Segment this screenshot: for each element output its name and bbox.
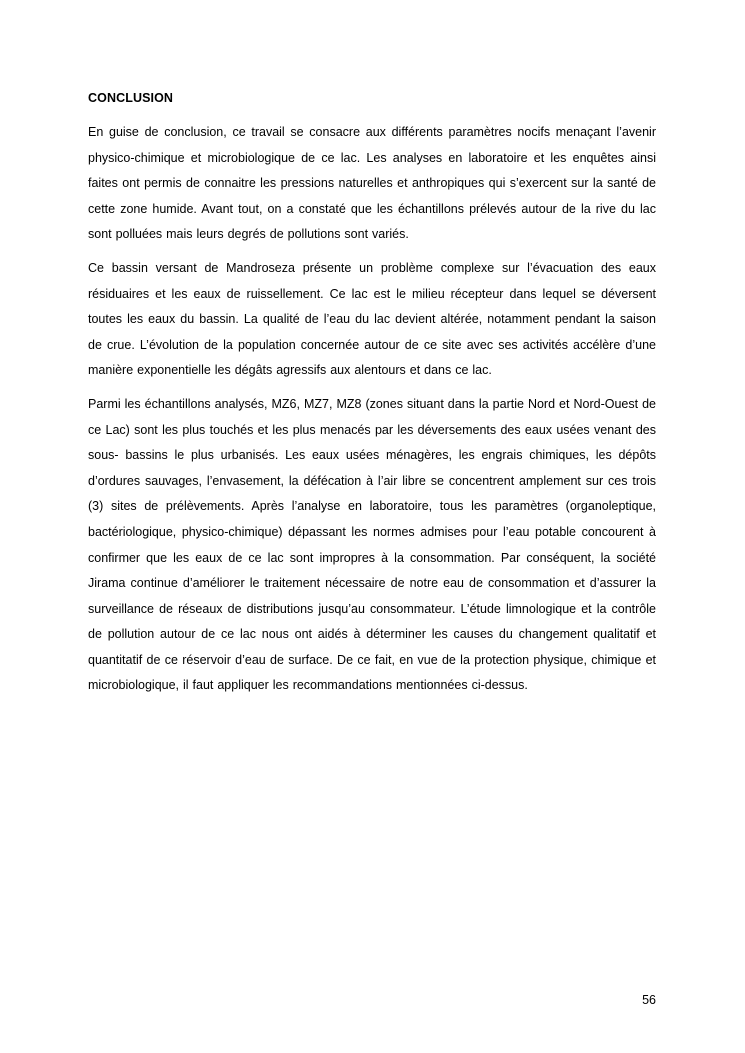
paragraph-3: Parmi les échantillons analysés, MZ6, MZ7, MZ8 (zones situant dans la partie Nord et Nord-Ouest de ce Lac) sont les plus touchés et les plus menacés par les déversements des eaux usées venant des sous- bassins le plus urbanisés. Les eaux usées ménagères, les engrais chimiques, les dépôts d’ordures sauvages, l’envasement, la défécation à l’air libre se concentrent amplement sur ces trois (3) sites de prélèvements. Après l’analyse en laboratoire, tous les paramètres (organoleptique, bactériologique, physico-chimique) dépassant les normes admises pour l’eau potable concourent à confirmer que les eaux de ce lac sont impropres à la consommation. Par conséquent, la société Jirama continue d’améliorer le traitement nécessaire de notre eau de consommation et d’assurer la surveillance de réseaux de distributions jusqu’au consommateur. L’étude limnologique et la contrôle de pollution autour de ce lac nous ont aidés à déterminer les causes du changement qualitatif et quantitatif de ce réservoir d’eau de surface. De ce fait, en vue de la protection physique, chimique et microbiologique, il faut appliquer les recommandations mentionnées ci-dessus. — [88, 396, 656, 693]
page-content — [88, 90, 656, 707]
section-heading: CONCLUSION — [88, 91, 174, 105]
paragraph-2: Ce bassin versant de Mandroseza présente un problème complexe sur l’évacuation des eaux résiduaires et les eaux de ruissellement. Ce lac est le milieu récepteur dans lequel se déversent toutes les eaux du bassin. La qualité de l’eau du lac devient altérée, notamment pendant la saison de crue. L’évolution de la population concernée autour de ce site avec ses activités accélère d’une manière exponentielle les dégâts agressifs aux alentours et dans ce lac. — [88, 260, 656, 378]
paragraph-1: En guise de conclusion, ce travail se consacre aux différents paramètres nocifs menaçant l’avenir physico-chimique et microbiologique de ce lac. Les analyses en laboratoire et les enquêtes ainsi faites ont permis de connaitre les pressions naturelles et anthropiques qui s’exercent sur la santé de cette zone humide. Avant tout, on a constaté que les échantillons prélevés autour de la rive du lac sont polluées mais leurs degrés de pollutions sont variés. — [88, 125, 656, 242]
page-number: 56 — [642, 993, 656, 1007]
